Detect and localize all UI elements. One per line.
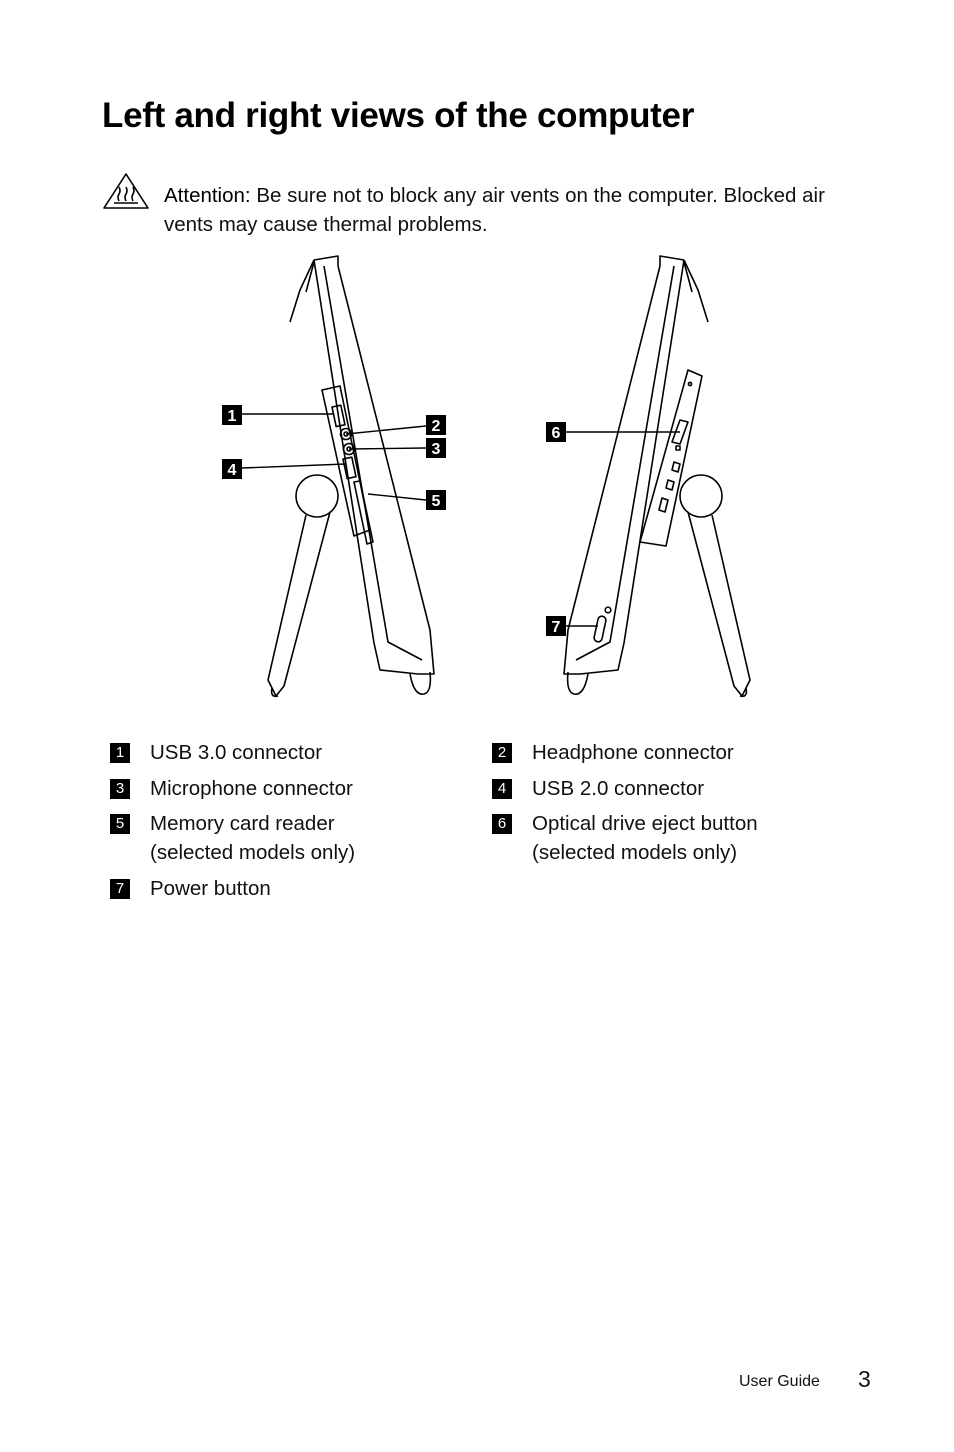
callout-marker	[222, 459, 242, 479]
legend-label: Power button	[150, 877, 271, 900]
legend-label: Optical drive eject button (selected models only)	[532, 812, 758, 864]
callout-label: 3	[431, 441, 441, 458]
computer-side-views-figure	[210, 250, 770, 710]
callout-label: 7	[551, 619, 561, 636]
right-side-view	[564, 256, 750, 696]
legend-number: 5	[110, 814, 130, 834]
left-side-view	[268, 256, 434, 696]
callout-marker	[426, 438, 446, 458]
callout-marker	[222, 405, 242, 425]
callout-marker	[426, 415, 446, 435]
page-number: 3	[858, 1366, 871, 1392]
legend-number: 2	[492, 743, 512, 763]
attention-lead: Attention:	[164, 184, 251, 207]
legend-label: Microphone connector	[150, 777, 353, 800]
page-title: Left and right views of the computer	[102, 96, 695, 135]
footer-label: User Guide	[739, 1373, 820, 1390]
callout-label: 1	[227, 408, 237, 425]
legend-label: USB 3.0 connector	[150, 741, 323, 764]
callout-label: 6	[551, 425, 561, 442]
callout-marker	[546, 616, 566, 636]
legend-number: 6	[492, 814, 512, 834]
callout-marker	[546, 422, 566, 442]
legend-number: 7	[110, 879, 130, 899]
callout-label: 5	[431, 493, 441, 510]
legend-number: 3	[110, 779, 130, 799]
legend-label: Headphone connector	[532, 741, 734, 764]
attention-note	[164, 181, 864, 239]
legend-label: Memory card reader (selected models only)	[150, 812, 356, 864]
callout-marker	[426, 490, 446, 510]
attention-message: Be sure not to block any air vents on the computer. Blocked air vents may cause thermal problems.	[164, 184, 825, 236]
callout-label: 4	[227, 462, 237, 479]
legend-number: 1	[110, 743, 130, 763]
legend-label: USB 2.0 connector	[532, 777, 705, 800]
hot-surface-warning-icon	[102, 172, 150, 210]
callout-label: 2	[431, 418, 441, 435]
legend-number: 4	[492, 779, 512, 799]
